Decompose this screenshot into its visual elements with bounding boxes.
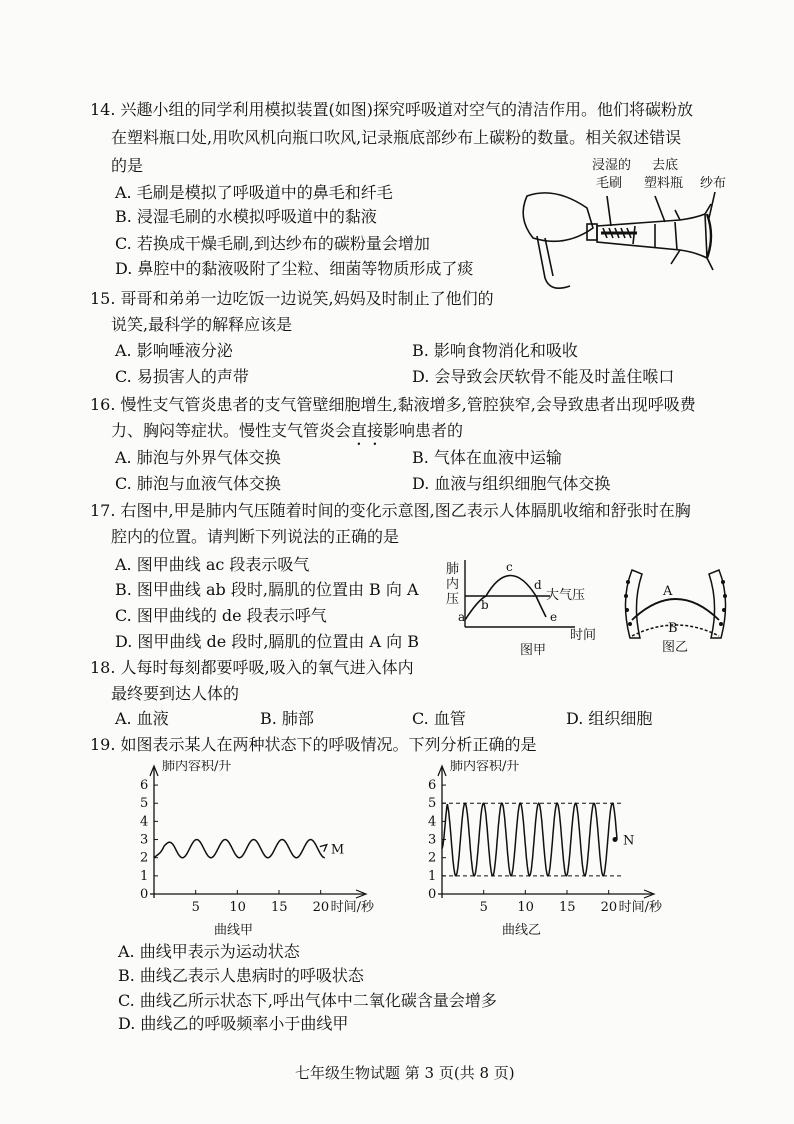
- q14-option-a: A. 毛刷是模拟了呼吸道中的鼻毛和纤毛: [115, 183, 393, 202]
- label-plastic-bottle: 塑料瓶: [644, 176, 684, 191]
- q16-stem-part-3: 影响患者的: [383, 421, 464, 440]
- chart-curve-yi: [420, 760, 680, 940]
- q16-option-a: A. 肺泡与外界气体交换: [115, 448, 281, 467]
- chart-1-x-tick-20: 20: [600, 900, 618, 915]
- chart-1-y-tick-6: 6: [428, 778, 437, 794]
- q14-option-c: C. 若换成干燥毛刷,到达纱布的碳粉量会增加: [115, 234, 430, 253]
- chart-1-x-tick-15: 15: [559, 900, 576, 915]
- q15-option-d: D. 会导致会厌软骨不能及时盖住喉口: [412, 367, 675, 386]
- q18-stem-line-2: 最终要到达人体的: [111, 684, 240, 703]
- q14-option-d: D. 鼻腔中的黏液吸附了尘粒、细菌等物质形成了痰: [115, 259, 474, 278]
- chart-0-series-label: M: [330, 842, 345, 858]
- q17-stem-line-2: 腔内的位置。请判断下列说法的正确的是: [111, 527, 400, 546]
- chart-1-y-tick-2: 2: [428, 850, 437, 866]
- q16-stem-line-1: 16. 慢性支气管炎患者的支气管壁细胞增生,黏液增多,管腔狭窄,会导致患者出现呼吸费: [90, 395, 696, 414]
- chart-0-ylabel: 肺内容积/升: [162, 760, 232, 774]
- q16-emphasis: 直接: [351, 421, 384, 440]
- chart-0-title: 曲线甲: [214, 923, 254, 938]
- label-no-bottom: 去底: [652, 158, 679, 173]
- jia-ylabel-2: 内: [446, 577, 460, 592]
- q18-stem-line-1: 18. 人每时每刻都要呼吸,吸入的氧气进入体内: [90, 658, 414, 677]
- yi-label-a: A: [663, 584, 673, 599]
- yi-label-b: B: [668, 621, 678, 636]
- q14-stem-line-3: 的是: [111, 156, 144, 175]
- chart-0-y-tick-6: 6: [140, 778, 149, 794]
- q18-option-b: B. 肺部: [260, 709, 314, 728]
- jia-caption: 图甲: [520, 643, 547, 658]
- q15-stem-line-2: 说笑,最科学的解释应该是: [111, 315, 293, 334]
- chart-0-x-tick-20: 20: [312, 900, 330, 915]
- q14-option-b: B. 浸湿毛刷的水模拟呼吸道中的黏液: [115, 207, 377, 226]
- q16-option-c: C. 肺泡与血液气体交换: [115, 474, 281, 493]
- chart-0-y-tick-3: 3: [140, 832, 149, 848]
- q17-stem-line-1: 17. 右图中,甲是肺内气压随着时间的变化示意图,图乙表示人体膈肌收缩和舒张时在胸: [90, 501, 691, 520]
- jia-xlabel: 时间: [570, 628, 597, 643]
- chart-0-y-tick-5: 5: [140, 796, 149, 812]
- yi-caption: 图乙: [662, 640, 689, 655]
- q18-option-d: D. 组织细胞: [566, 709, 653, 728]
- jia-ylabel-1: 肺: [446, 562, 460, 577]
- chart-0-y-tick-2: 2: [140, 850, 149, 866]
- q15-option-c: C. 易损害人的声带: [115, 367, 249, 386]
- page-footer: 七年级生物试题 第 3 页(共 8 页): [295, 1064, 515, 1082]
- q14-stem-line-2: 在塑料瓶口处,用吹风机向瓶口吹风,记录瓶底部纱布上碳粉的数量。相关叙述错误: [111, 128, 682, 147]
- chart-1-x-tick-10: 10: [517, 900, 534, 915]
- chart-0-x-tick-5: 5: [191, 900, 200, 915]
- chart-0-y-tick-0: 0: [140, 887, 149, 902]
- q17-option-c: C. 图甲曲线的 de 段表示呼气: [115, 606, 327, 625]
- chart-0-x-tick-15: 15: [271, 900, 288, 915]
- chart-0-y-tick-1: 1: [140, 868, 149, 884]
- chart-0-series-arrow: [320, 845, 327, 852]
- jia-point-e: e: [550, 610, 558, 624]
- q17-option-a: A. 图甲曲线 ac 段表示吸气: [115, 555, 310, 574]
- q15-stem-line-1: 15. 哥哥和弟弟一边吃饭一边说笑,妈妈及时制止了他们的: [90, 289, 494, 308]
- chart-1-y-tick-5: 5: [428, 796, 437, 812]
- chart-1-ylabel: 肺内容积/升: [450, 760, 520, 774]
- jia-point-a: a: [458, 610, 466, 624]
- q19-option-a: A. 曲线甲表示为运动状态: [118, 942, 300, 961]
- chart-0-y-tick-4: 4: [140, 814, 149, 830]
- chart-1-y-tick-0: 0: [428, 887, 437, 902]
- chart-1-y-tick-4: 4: [428, 814, 437, 830]
- chart-1-series-point: [613, 837, 618, 842]
- q19-stem: 19. 如图表示某人在两种状态下的呼吸情况。下列分析正确的是: [90, 735, 537, 754]
- q17-option-d: D. 图甲曲线 de 段时,膈肌的位置由 A 向 B: [115, 632, 419, 651]
- chart-1-y-tick-3: 3: [428, 832, 437, 848]
- jia-line-label: 大气压: [546, 588, 586, 603]
- q19-option-c: C. 曲线乙所示状态下,呼出气体中二氧化碳含量会增多: [118, 991, 497, 1010]
- chart-1-series-line: [442, 803, 617, 876]
- q19-option-b: B. 曲线乙表示人患病时的呼吸状态: [118, 966, 364, 985]
- q19-option-d: D. 曲线乙的呼吸频率小于曲线甲: [118, 1014, 349, 1033]
- chart-0-xlabel: 时间/秒: [330, 900, 375, 915]
- q16-stem-line-2: [111, 421, 463, 449]
- chart-1-y-tick-1: 1: [428, 868, 437, 884]
- label-wet-brush-2: 毛刷: [596, 176, 623, 191]
- q14-stem-line-1: 14. 兴趣小组的同学利用模拟装置(如图)探究呼吸道对空气的清洁作用。他们将碳粉放: [90, 100, 694, 119]
- chart-1-xlabel: 时间/秒: [618, 900, 663, 915]
- jia-point-b: b: [481, 598, 489, 612]
- q16-stem-part-1: 力、胸闷等症状。慢性支气管炎会: [111, 421, 352, 440]
- jia-point-c: c: [506, 560, 513, 574]
- chart-1-x-tick-5: 5: [479, 900, 488, 915]
- q16-option-d: D. 血液与组织细胞气体交换: [412, 474, 611, 493]
- jia-ylabel-3: 压: [446, 592, 460, 607]
- chart-0-x-tick-10: 10: [229, 900, 246, 915]
- label-wet-brush-1: 浸湿的: [592, 158, 632, 173]
- q15-option-b: B. 影响食物消化和吸收: [412, 341, 578, 360]
- chart-1-series-label: N: [623, 833, 635, 849]
- label-gauze: 纱布: [700, 176, 727, 191]
- q16-option-b: B. 气体在血液中运输: [412, 448, 562, 467]
- q17-option-b: B. 图甲曲线 ab 段时,膈肌的位置由 B 向 A: [115, 580, 419, 599]
- q18-option-a: A. 血液: [115, 709, 169, 728]
- chart-curve-jia: [132, 760, 392, 940]
- chart-1-title: 曲线乙: [502, 923, 542, 938]
- chart-0-series-line: [154, 840, 325, 858]
- jia-point-d: d: [534, 578, 542, 592]
- q15-option-a: A. 影响唾液分泌: [115, 341, 233, 360]
- q18-option-c: C. 血管: [412, 709, 466, 728]
